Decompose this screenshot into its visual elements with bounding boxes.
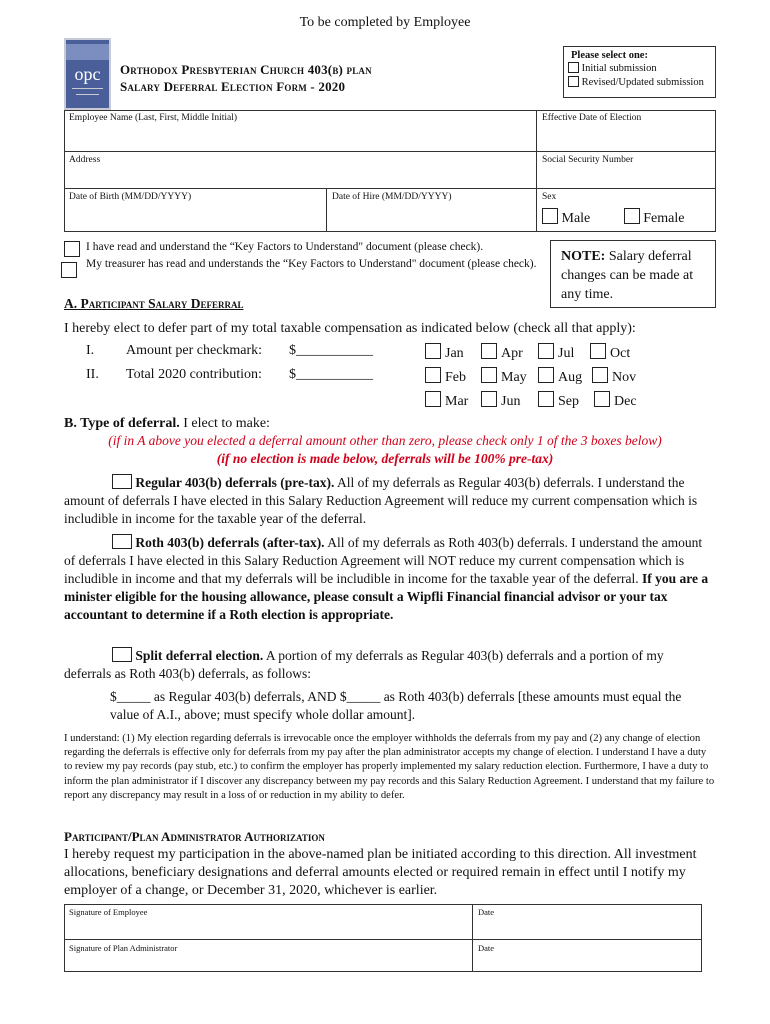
feb-checkbox[interactable] [425,367,441,383]
oct-label: Oct [610,346,631,361]
month-sep[interactable] [538,391,579,410]
ssn-field[interactable] [536,151,716,189]
admin-signature-label: Signature of Plan Administrator [69,943,178,953]
ack-2[interactable] [64,257,544,272]
jul-checkbox[interactable] [538,343,554,359]
authorization-text: I hereby request my participation in the above-named plan be initiated according to this direction. All investment allocations, beneficiary designations and deferral amounts elected or required remain in effect until I notify my employer of a change, or December 31, 2020, whichever is earlier. [64,847,697,898]
apr-checkbox[interactable] [481,343,497,359]
effective-date-label: Effective Date of Election [542,113,642,123]
admin-date-field[interactable] [472,939,702,972]
regular-option [64,474,714,528]
employee-signature-field[interactable] [64,904,472,939]
row-i-num: I. [86,343,95,358]
sep-label: Sep [558,394,579,409]
nov-label: Nov [612,370,637,385]
regular-text: All of my deferrals as Regular 403(b) deferrals. I understand the amount of deferrals I have elected in this Salary Reduction Agreement will reduce my current compensation which is includible in income for the taxable year of the deferral. [64,475,698,526]
jul-label: Jul [558,346,575,361]
sep-checkbox[interactable] [538,391,554,407]
section-b-instruction-1: (if in A above you elected a deferral amount other than zero, please check only 1 of the 3 boxes below) [108,433,662,448]
split-text: A portion of my deferrals as Regular 403(b) deferrals and a portion of my deferrals as Roth 403(b) deferrals, as follows: [64,648,664,681]
note-text: Salary deferral changes can be made at any time. [561,249,694,302]
female-option[interactable] [624,211,685,226]
month-jul[interactable] [538,343,574,362]
employee-date-field[interactable] [472,904,702,939]
month-apr[interactable] [481,343,523,362]
apr-label: Apr [501,346,523,361]
oct-checkbox[interactable] [590,343,606,359]
aug-checkbox[interactable] [538,367,554,383]
option-initial[interactable] [568,62,711,74]
month-may[interactable] [481,367,527,386]
male-option[interactable] [542,211,590,226]
month-jan[interactable] [425,343,464,362]
admin-signature-field[interactable] [64,939,472,972]
doh-label: Date of Hire (MM/DD/YYYY) [332,192,452,202]
ack-2-text: My treasurer has read and understands the “Key Factors to Understand" document (please check). [86,258,537,270]
doh-field[interactable] [326,188,536,232]
section-b-heading [64,416,270,432]
section-b-title: B. Type of deferral. [64,416,180,431]
section-b-instruction-2: (if no election is made below, deferrals will be 100% pre-tax) [216,451,554,466]
split-checkbox[interactable] [112,647,132,662]
female-checkbox[interactable] [624,208,640,224]
address-label: Address [69,155,101,165]
row-i-label: Amount per checkmark: [126,343,263,358]
submission-select-box [563,46,716,98]
regular-checkbox[interactable] [112,474,132,489]
roth-option [64,534,714,624]
month-dec[interactable] [594,391,637,410]
employee-signature-label: Signature of Employee [69,907,148,917]
logo-text: opc [74,64,101,84]
sex-label: Sex [542,192,557,202]
month-aug[interactable] [538,367,582,386]
month-nov[interactable] [592,367,636,386]
opc-logo [64,38,111,110]
jun-checkbox[interactable] [481,391,497,407]
initial-checkbox[interactable] [568,62,579,73]
ack-1-checkbox[interactable] [64,241,80,257]
understand-paragraph: I understand: (1) My election regarding deferrals is irrevocable once the employer withholds the deferrals from my pay and (2) any change of election regarding the deferrals is effective only for deferrals from my pay after the plan administrator accepts my change of election. I understand I have a duty to review my pay records (pay stub, etc.) to confirm the employer has properly implemented my salary reduction election. Furthermore, I have a duty to inform the plan administrator if I discover any discrepancy between my pay records and this Salary Reduction Agreement. I understand that my failure to report any discrepancy may result in a loss of or reduction in my ability to defer. [64,733,715,801]
month-oct[interactable] [590,343,630,362]
section-a-heading: A. Participant Salary Deferral [64,296,244,311]
authorization-heading: Participant/Plan Administrator Authorization [64,829,325,844]
option-revised-label: Revised/Updated submission [581,77,704,88]
dec-label: Dec [614,394,637,409]
employee-name-field[interactable] [64,110,536,152]
jan-label: Jan [445,346,464,361]
select-title: Please select one: [571,50,648,61]
dob-field[interactable] [64,188,326,232]
revised-checkbox[interactable] [568,76,579,87]
row-ii-label: Total 2020 contribution: [126,367,262,382]
form-title-line1: Orthodox Presbyterian Church 403(b) plan [120,62,372,77]
mar-label: Mar [445,394,469,409]
ack-2-checkbox[interactable] [61,262,77,278]
note-label: NOTE: [561,249,606,264]
month-feb[interactable] [425,367,466,386]
row-ii-num: II. [86,367,99,382]
roth-checkbox[interactable] [112,534,132,549]
roth-minister-note: If you are a minister eligible for the housing allowance, please consult a Wipfli Financial financial advisor or your tax accountant to determine if a Roth election is appropriate. [64,571,709,622]
option-revised[interactable] [568,76,711,88]
top-note: To be completed by Employee [299,15,471,30]
row-i-amount[interactable]: $___________ [289,343,373,358]
employee-date-label: Date [478,907,495,917]
male-label: Male [561,211,591,226]
sex-field [536,188,716,232]
month-mar[interactable] [425,391,468,410]
roth-text: All of my deferrals as Roth 403(b) deferrals. I understand the amount of deferrals I have elected in this Salary Reduction Agreement will NOT reduce my current compensation which is includible in income and that my deferrals will be includible in income for the taxable year of the deferral. [64,535,703,586]
split-title: Split deferral election. [135,648,264,663]
mar-checkbox[interactable] [425,391,441,407]
ack-1-text: I have read and understand the “Key Factors to Understand" document (please check). [86,241,484,253]
note-box [550,240,716,308]
dob-label: Date of Birth (MM/DD/YYYY) [69,192,192,202]
male-checkbox[interactable] [542,208,558,224]
ack-1[interactable] [64,240,544,255]
month-jun[interactable] [481,391,520,410]
option-initial-label: Initial submission [581,63,657,74]
form-title-line2: Salary Deferral Election Form - 2020 [120,79,346,94]
feb-label: Feb [445,370,466,385]
aug-label: Aug [558,370,583,385]
female-label: Female [643,211,685,226]
nov-checkbox[interactable] [592,367,608,383]
section-b-rest: I elect to make: [183,416,270,431]
admin-date-label: Date [478,943,495,953]
section-a-intro: I hereby elect to defer part of my total taxable compensation as indicated below (check all that apply): [64,321,636,336]
split-amounts-line[interactable]: $_____ as Regular 403(b) deferrals, AND $_____ as Roth 403(b) deferrals [these amounts must equal the value of A.I., above; must specify whole dollar amount]. [110,689,682,722]
jun-label: Jun [501,394,521,409]
may-checkbox[interactable] [481,367,497,383]
may-label: May [501,370,527,385]
split-option [64,647,714,683]
ssn-label: Social Security Number [542,155,634,165]
effective-date-field[interactable] [536,110,716,152]
roth-title: Roth 403(b) deferrals (after-tax). [135,535,325,550]
address-field[interactable] [64,151,536,189]
jan-checkbox[interactable] [425,343,441,359]
regular-title: Regular 403(b) deferrals (pre-tax). [135,475,335,490]
row-ii-amount[interactable]: $___________ [289,367,373,382]
dec-checkbox[interactable] [594,391,610,407]
employee-name-label: Employee Name (Last, First, Middle Initial) [69,113,238,123]
